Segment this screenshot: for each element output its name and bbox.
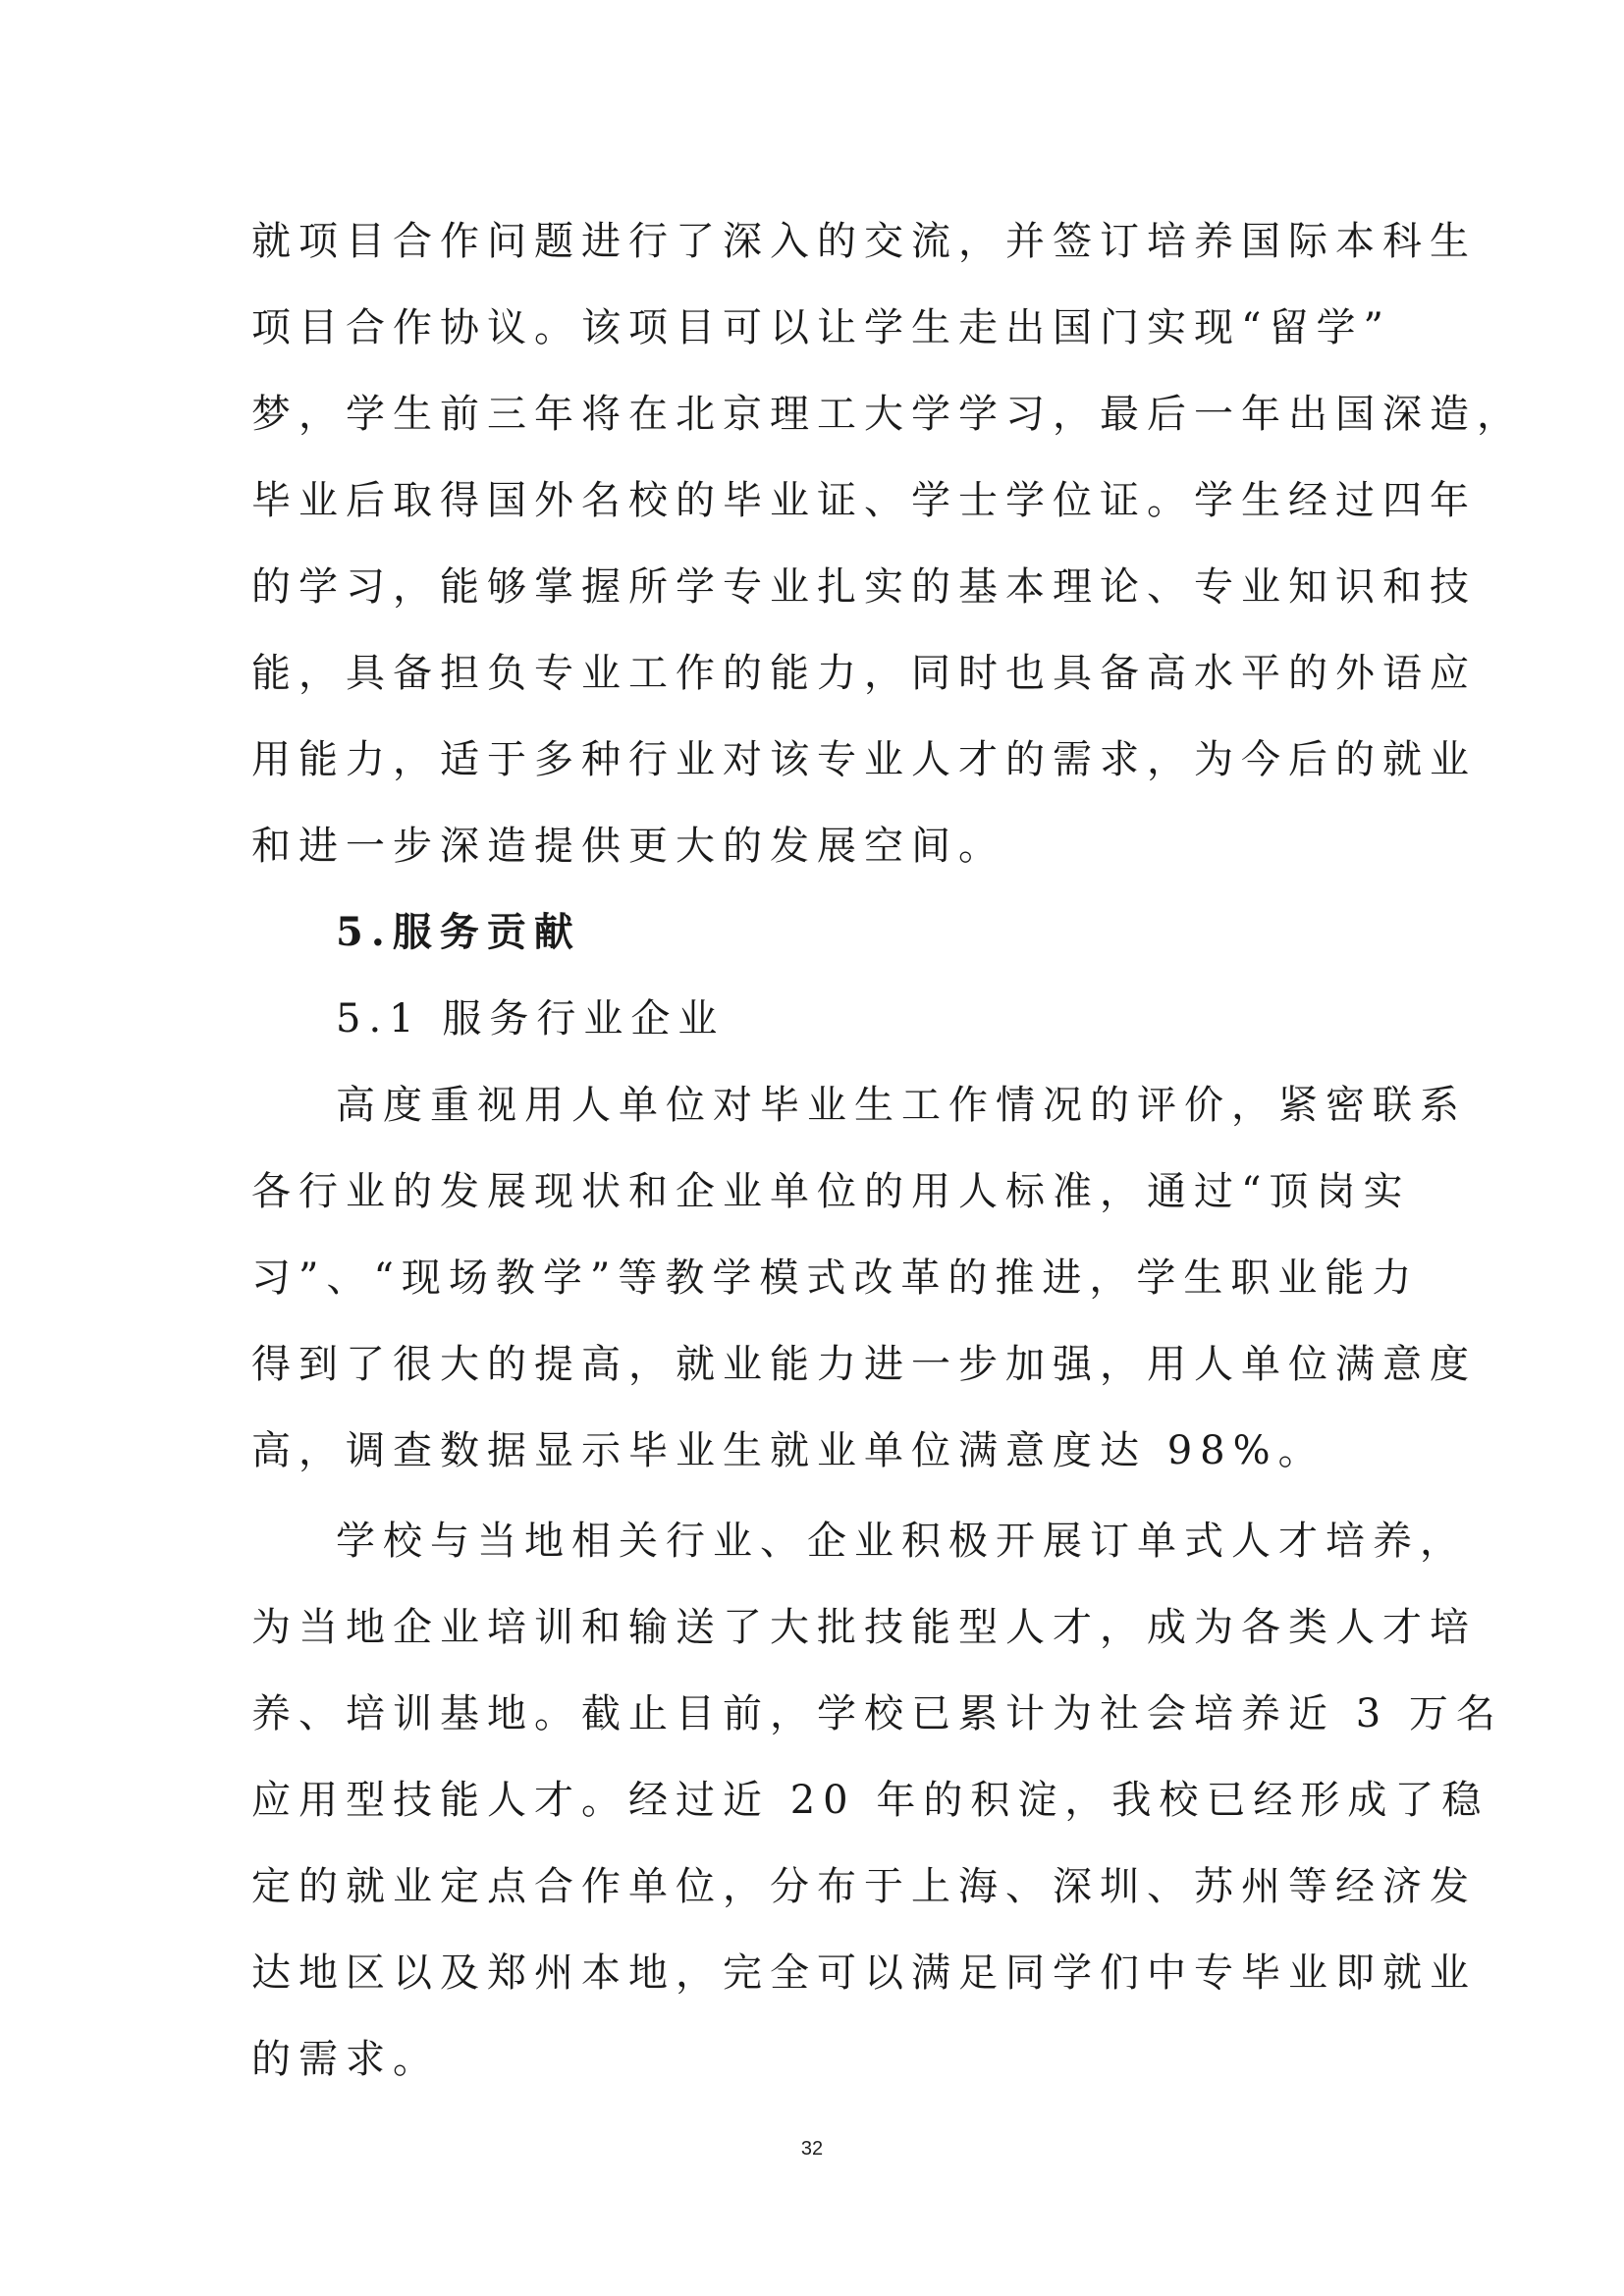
text-line: 养、培训基地。截止目前，学校已累计为社会培养近 3 万名 — [251, 1691, 1503, 1736]
text-line: 得到了很大的提高，就业能力进一步加强，用人单位满意度 — [251, 1342, 1477, 1387]
paragraph-project-cooperation — [251, 198, 1524, 889]
text-line: 达地区以及郑州本地，完全可以满足同学们中专毕业即就业 — [251, 1950, 1477, 1996]
text-line: 高，调查数据显示毕业生就业单位满意度达 98%。 — [251, 1428, 1326, 1473]
text-line: 项目合作协议。该项目可以让学生走出国门实现“留学” — [251, 305, 1391, 350]
subsection-heading: 5.1 服务行业企业 — [336, 996, 726, 1041]
page-number: 32 — [800, 2138, 824, 2160]
text-line: 高度重视用人单位对毕业生工作情况的评价，紧密联系 — [336, 1083, 1467, 1128]
text-line: 就项目合作问题进行了深入的交流，并签订培养国际本科生 — [251, 219, 1477, 264]
text-line: 能，具备担负专业工作的能力，同时也具备高水平的外语应 — [251, 651, 1477, 696]
text-line: 为当地企业培训和输送了大批技能型人才，成为各类人才培 — [251, 1605, 1477, 1650]
text-line: 用能力，适于多种行业对该专业人才的需求，为今后的就业 — [251, 737, 1477, 782]
text-line: 各行业的发展现状和企业单位的用人标准，通过“顶岗实 — [251, 1169, 1411, 1214]
text-line: 的需求。 — [251, 2037, 440, 2082]
document-body — [251, 198, 1524, 2103]
text-line: 学校与当地相关行业、企业积极开展订单式人才培养， — [336, 1519, 1467, 1564]
text-line: 应用型技能人才。经过近 20 年的积淀，我校已经形成了稳 — [251, 1778, 1489, 1823]
text-line: 和进一步深造提供更大的发展空间。 — [251, 824, 1005, 869]
paragraph-employer-satisfaction — [251, 1062, 1477, 1494]
text-line: 的学习，能够掌握所学专业扎实的基本理论、专业知识和技 — [251, 564, 1477, 610]
text-line: 梦，学生前三年将在北京理工大学学习，最后一年出国深造， — [251, 392, 1524, 437]
paragraph-talent-training — [251, 1498, 1503, 2103]
text-line: 习”、“现场教学”等教学模式改革的推进，学生职业能力 — [251, 1255, 1420, 1301]
section-heading: 5.服务贡献 — [336, 909, 581, 955]
text-line: 毕业后取得国外名校的毕业证、学士学位证。学生经过四年 — [251, 478, 1477, 523]
text-line: 定的就业定点合作单位，分布于上海、深圳、苏州等经济发 — [251, 1864, 1477, 1909]
